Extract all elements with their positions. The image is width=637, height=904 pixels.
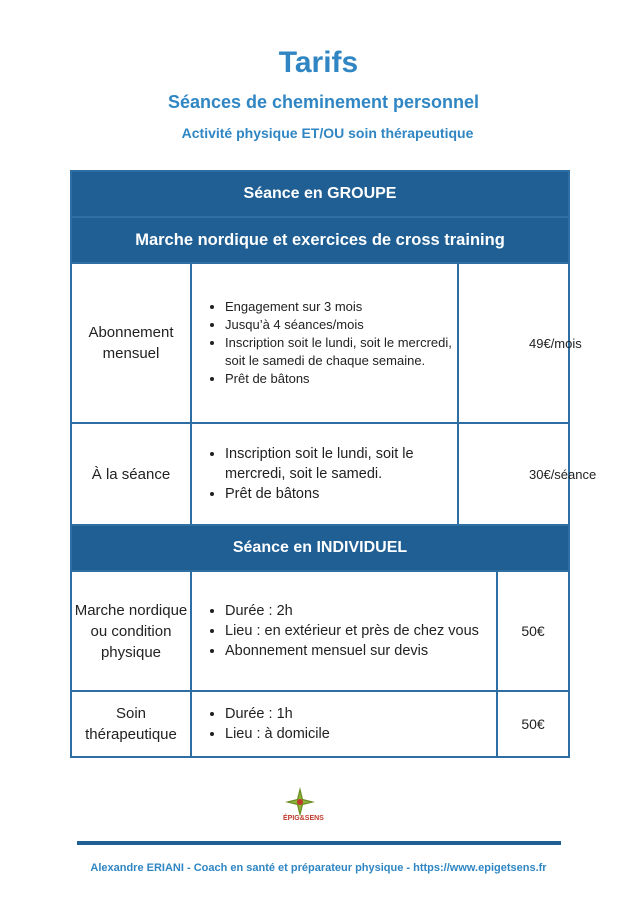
list-item: • Inscription soit le lundi, soit le mercredi, soit le samedi. <box>225 444 457 484</box>
row-label: Marche nordique ou condition physique <box>71 571 191 691</box>
pricing-table <box>70 170 597 758</box>
group-band: Séance en GROUPE <box>71 171 569 217</box>
row-label: Soin thérapeutique <box>71 691 191 757</box>
row-description <box>191 571 497 691</box>
row-price: 30€/séance <box>458 423 569 525</box>
list-item: • Lieu : à domicile <box>225 724 496 744</box>
group-activity-band: Marche nordique et exercices de cross training <box>71 217 569 263</box>
row-price: 50€ <box>497 691 569 757</box>
page-title: Tarifs <box>278 46 359 79</box>
row-description <box>191 691 497 757</box>
row-description <box>191 263 458 423</box>
row-price: 49€/mois <box>458 263 569 423</box>
page-subsubtitle: Activité physique ET/OU soin thérapeutique <box>181 125 474 141</box>
row-label: Abonnement mensuel <box>71 263 191 423</box>
list-item: • Inscription soit le lundi, soit le mercredi, soit le samedi de chaque semaine. <box>225 334 457 370</box>
logo-text: ÉPIG&SENS <box>283 815 324 822</box>
list-item: • Jusqu’à 4 séances/mois <box>225 316 457 334</box>
table-row <box>71 423 569 525</box>
list-item: • Abonnement mensuel sur devis <box>225 641 496 661</box>
list-item: • Durée : 1h <box>225 704 496 724</box>
list-item: • Prêt de bâtons <box>225 370 457 388</box>
table-row <box>71 691 569 757</box>
list-item: • Lieu : en extérieur et près de chez vous <box>225 621 496 641</box>
list-item: • Durée : 2h <box>225 601 496 621</box>
row-description <box>191 423 458 525</box>
row-label: À la séance <box>71 423 191 525</box>
individual-band: Séance en INDIVIDUEL <box>71 525 569 571</box>
list-item: • Engagement sur 3 mois <box>225 298 457 316</box>
table-row <box>71 263 569 423</box>
page-subtitle: Séances de cheminement personnel <box>167 92 480 112</box>
list-item: • Prêt de bâtons <box>225 484 457 504</box>
row-price: 50€ <box>497 571 569 691</box>
footer-text: Alexandre ERIANI - Coach en santé et préparateur physique - https://www.epigetsens.fr <box>90 862 547 874</box>
footer-divider <box>77 841 561 845</box>
table-row <box>71 571 569 691</box>
